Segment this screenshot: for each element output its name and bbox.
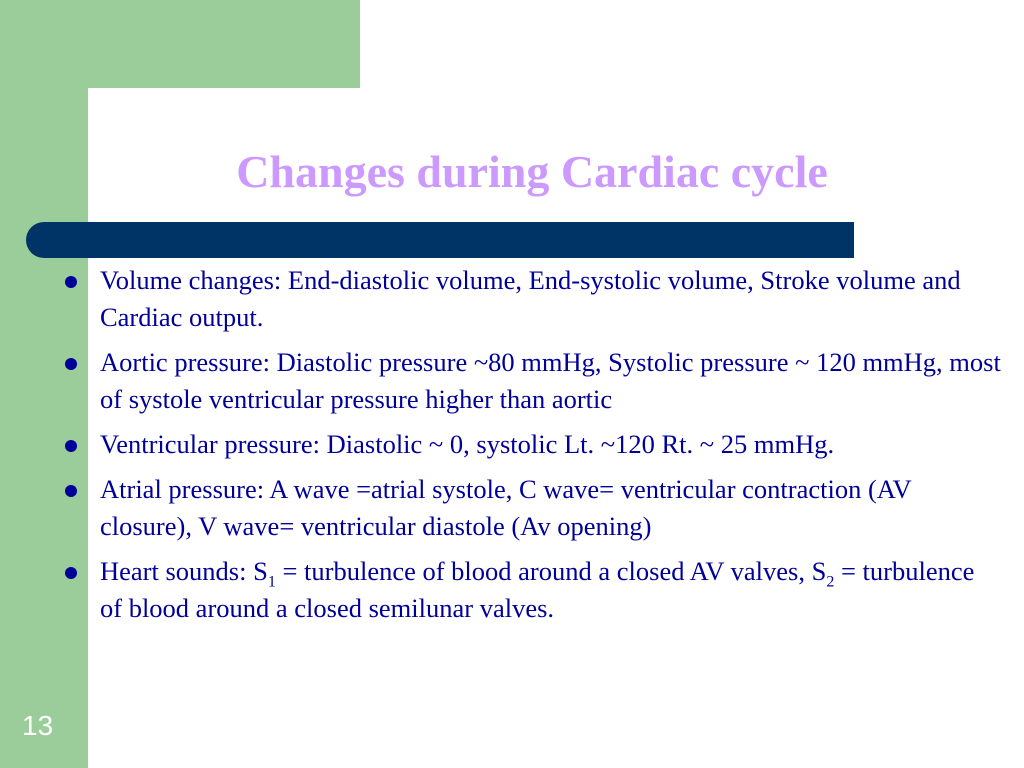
- bullet-dot-icon: [65, 567, 77, 579]
- title-divider-bar: [26, 222, 854, 258]
- bullet-dot-icon: [65, 485, 77, 497]
- bullet-item: [62, 344, 1002, 418]
- bullet-text: Ventricular pressure: Diastolic ~ 0, systolic Lt. ~120 Rt. ~ 25 mmHg.: [100, 429, 835, 459]
- bullet-text: Aortic pressure: Diastolic pressure ~80 mmHg, Systolic pressure ~ 120 mmHg, most of systole ventricular pressure higher than aortic: [100, 347, 1001, 414]
- subscript: 2: [826, 573, 835, 591]
- bullet-item: [62, 426, 1002, 463]
- bullet-list: [62, 262, 1002, 635]
- bullet-text-part: = turbulence of blood around a closed semilunar valves.: [100, 556, 975, 623]
- bullet-text-part: = turbulence of blood around a closed AV valves, S: [275, 556, 827, 586]
- subscript: 1: [267, 573, 276, 591]
- bullet-item: [62, 471, 1002, 545]
- bullet-text: Volume changes: End-diastolic volume, End-systolic volume, Stroke volume and Cardiac output.: [100, 265, 961, 332]
- green-top-band: [0, 0, 360, 88]
- bullet-dot-icon: [65, 440, 77, 452]
- slide-title: Changes during Cardiac cycle: [236, 146, 828, 197]
- bullet-item: [62, 262, 1002, 336]
- content-top: [120, 88, 1024, 148]
- bullet-dot-icon: [65, 276, 77, 288]
- slide-number: 13: [22, 710, 54, 741]
- bullet-text-part: Heart sounds: S: [100, 556, 268, 586]
- bullet-text: Atrial pressure: A wave =atrial systole, C wave= ventricular contraction (AV closure), V wave= ventricular diastole (Av opening): [100, 474, 912, 541]
- bullet-dot-icon: [65, 358, 77, 370]
- bullet-item-heart-sounds: [62, 553, 1002, 627]
